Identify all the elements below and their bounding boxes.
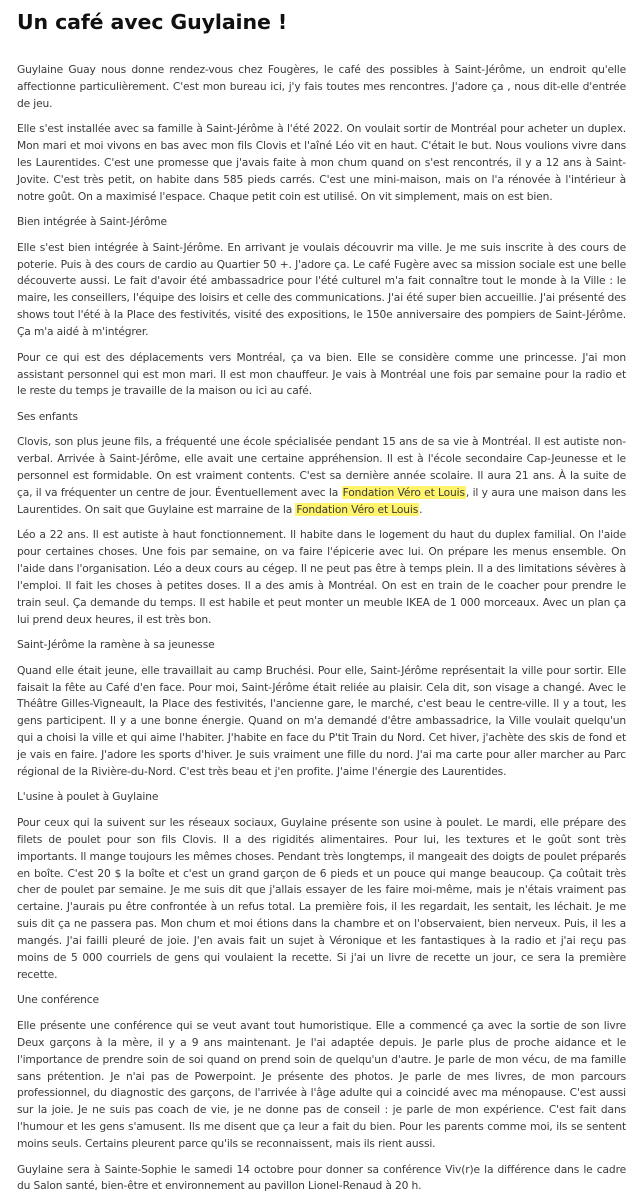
subheading-conference: Une conférence	[17, 993, 99, 1007]
subheading-chicken: L'usine à poulet à Guylaine	[17, 790, 159, 804]
subheading-children: Ses enfants	[17, 409, 78, 423]
paragraph-integration: Elle s'est bien intégrée à Saint-Jérôme. En arrivant je voulais découvrir ma ville. Je me suis inscrite à des cours de poterie. Puis à des cours de cardio au Quartier 50 +. J'adore ça. Le café Fugère avec sa mission sociale est une belle découverte aussi. Le fait d'avoir été ambassadrice pour l'été culturel m'a fait connaître tout le monde à la Ville : le maire, les conseillers, l'équipe des loisirs et celle des communications. J'ai été super bien accueillie. J'ai présenté des shows tout l'été à la Place des festivités, visité des expositions, le 150e anniversaire des pompiers de Saint-Jérôme. Ça m'a aidé à m'intégrer.	[17, 240, 626, 339]
highlight-fondation-1: Fondation Véro et Louis	[342, 485, 465, 499]
paragraph-installation: Elle s'est installée avec sa famille à Saint-Jérôme à l'été 2022. On voulait sortir de Montréal pour acheter un duplex. Mon mari et moi vivons en bas avec mon fils Clovis et l'aîné Léo vit en haut. C'était le but. Nous voulions vivre dans les Laurentides. C'est une promesse que j'avais faite à mon chum quand on s'est rencontrés, il y a 12 ans à Saint-Jovite. C'est très petit, on habite dans 585 pieds carrés. C'est une mini-maison, mais on l'a rénovée à l'intérieur à notre goût. On a maximisé l'espace. Chaque petit coin est utilisé. On vit simplement, mais on est bien.	[17, 122, 626, 203]
paragraph-travel: Pour ce qui est des déplacements vers Montréal, ça va bien. Elle se considère comme une princesse. J'ai mon assistant personnel qui est mon mari. Il est mon chauffeur. Je vais à Montréal une fois par semaine pour la radio et le reste du temps je travaille de la maison ou ici au café.	[17, 350, 626, 398]
highlight-fondation-2: Fondation Véro et Louis	[296, 502, 419, 516]
subheading-youth: Saint-Jérôme la ramène à sa jeunesse	[17, 638, 215, 652]
paragraph-leo: Léo a 22 ans. Il est autiste à haut fonctionnement. Il habite dans le logement du haut du duplex familial. On l'aide pour certaines choses. Une fois par semaine, on va faire l'épicerie avec lui. On prépare les menus ensemble. On l'aide dans l'organisation. Léo a deux cours au cégep. Il ne peut pas être à temps plein. Il a des limitations sévères à l'emploi. Il fait les choses à petites doses. Il a des amis à Montréal. On est en train de le coacher pour prendre le train seul. Ça demande du temps. Il est habile et peut monter un meuble IKEA de 1 000 morceaux. Avec un plan ça lui prend deux heures, il est très bon.	[17, 528, 626, 626]
paragraph-intro: Guylaine Guay nous donne rendez-vous chez Fougères, le café des possibles à Saint-Jérôme, un endroit qu'elle affectionne particulièrement. C'est mon bureau ici, j'y fais toutes mes rencontres. J'adore ça , nous dit-elle d'entrée de jeu.	[17, 63, 626, 110]
clovis-text-b: , il y aura une maison dans les Laurentides. On sait que Guylaine est marraine de la	[17, 485, 627, 516]
paragraph-conference: Elle présente une conférence qui se veut avant tout humoristique. Elle a commencé ça avec la sortie de son livre Deux garçons à la mère, il y a 9 ans maintenant. Je l'ai adaptée depuis. Je parle plus de proche aidance et le l'importance de prendre soin de soi quand on prend soin de quelqu'un d'autre. Je parle de mon vécu, de ma famille sans prétention. Je n'ai pas de Powerpoint. Je présente des photos. Je parle de mes livres, de mon parcours professionnel, du diagnostic des garçons, de l'arrivée à l'âge adulte qui a coincidé avec ma ménopause. C'est aussi sur la joie. Je ne suis pas coach de vie, je ne donne pas de conseil : je parle de mon expérience. C'est fait dans l'humour et les gens s'amusent. Ils me disent que ça leur a fait du bien. Pour les parents comme moi, ils se sentent moins seuls. Certains pleurent parce qu'ils se reconnaissent, mais ils rient aussi.	[17, 1018, 626, 1151]
paragraph-chicken: Pour ceux qui la suivent sur les réseaux sociaux, Guylaine présente son usine à poulet. Le mardi, elle prépare des filets de poulet pour son fils Clovis. Il a des rigidités alimentaires. Pour lui, les textures et le goût sont très importants. Il mange toujours les mêmes choses. Pendant très longtemps, il mangeait des doigts de poulet préparés en boîte. C'est 20 $ la boîte et c'est un grand garçon de 6 pieds et un pouce qui mange beaucoup. Ça coûtait très cher de poulet par semaine. Je me suis dit que j'allais essayer de les faire moi-même, mais je n'étais vraiment pas certaine. J'aurais pu être confrontée à un refus total. La première fois, il les regardait, les sentait, les léchait. Je me suis dit ça ne passera pas. Mon chum et moi étions dans la chambre et on l'observaient, bien nerveux. Puis, il les a mangés. J'ai failli pleuré de joie. J'en avais fait un sujet à Véronique et les fantastiques à la radio et j'ai reçu pas moins de 5 000 courriels de gens qui voulaient la recette. Si j'ai un livre de recette un jour, ce sera la première recette.	[17, 815, 626, 981]
paragraph-youth: Quand elle était jeune, elle travaillait au camp Bruchési. Pour elle, Saint-Jérôme représentait la ville pour sortir. Elle faisait la fête au Café d'en face. Pour moi, Saint-Jérôme était reliée au plaisir. Cela dit, son visage a changé. Avec le Théâtre Gilles-Vigneault, la Place des festivités, l'ancienne gare, le marché, c'est beau le centre-ville. Il y a tout, les gens participent. Il y a une bonne énergie. Quand on m'a demandé d'être ambassadrice, la Ville voulait quelqu'un qui a choisi la ville et qui aime l'habiter. J'habite en face du P'tit Train du Nord. Cet hiver, j'achète des skis de fond et je vais en faire. J'adore les sports d'hiver. Je suis vraiment une fille du nord. J'ai ma carte pour aller marcher au Parc régional de la Rivière-du-Nord. C'est très beau et j'en profite. J'aime l'énergie des Laurentides.	[17, 663, 626, 779]
clovis-text-a: Clovis, son plus jeune fils, a fréquenté une école spécialisée pendant 15 ans de sa vie à Montréal. Il est autiste non-verbal. Arrivée à Saint-Jérôme, elle avait une certaine appréhension. Il est à l'école secondaire Cap-Jeunesse et le personnel est formidable. On est vraiment contents. C'est sa dernière année scolaire. Il aura 21 ans. À la suite de ça, il va fréquenter un centre de jour. Éventuellement avec la	[17, 435, 626, 499]
clovis-text-c: .	[419, 502, 423, 516]
paragraph-event: Guylaine sera à Sainte-Sophie le samedi 14 octobre pour donner sa conférence Viv(r)e la différence dans le cadre du Salon santé, bien-être et environnement au pavillon Lionel-Renaud à 20 h.	[17, 1162, 626, 1193]
paragraph-clovis	[17, 434, 626, 519]
subheading-integration: Bien intégrée à Saint-Jérôme	[17, 215, 167, 229]
article-title: Un café avec Guylaine !	[17, 10, 288, 34]
